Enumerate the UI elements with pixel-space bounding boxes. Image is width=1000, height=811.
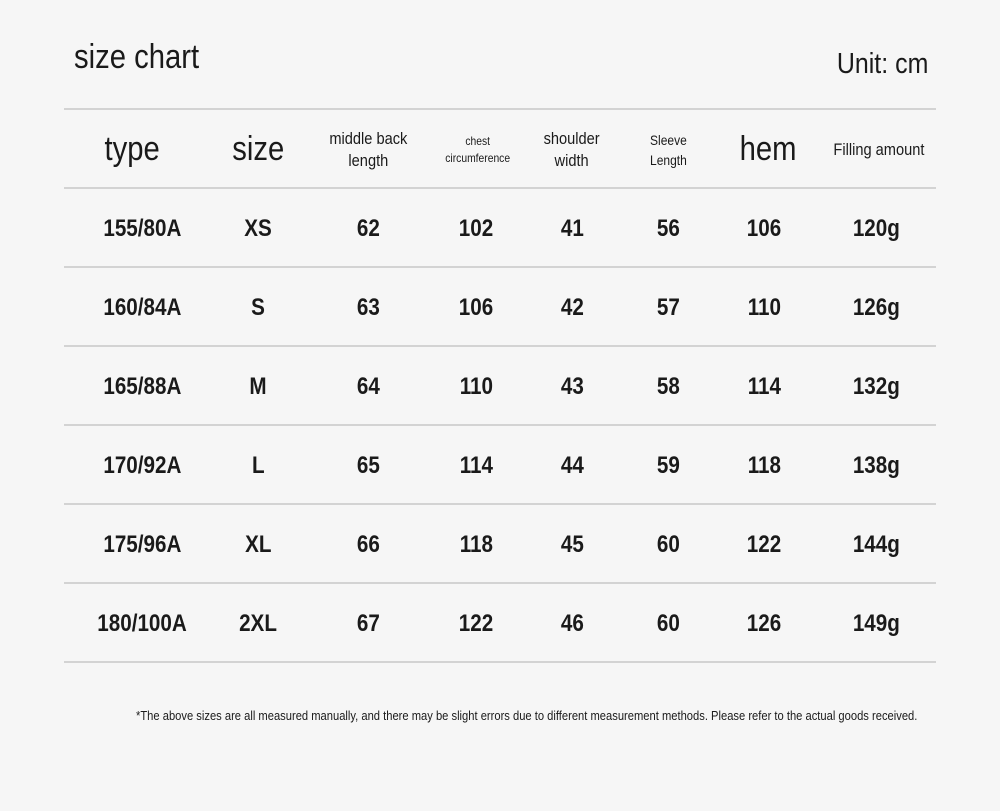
cell-value: 57	[656, 293, 680, 321]
header-chest-circumference-label: chest circumference	[445, 133, 511, 165]
cell-sleeve-length	[618, 268, 718, 347]
cell-middle-back-length	[318, 347, 418, 426]
cell-type	[82, 584, 202, 663]
cell-value: 102	[458, 214, 494, 242]
cell-value: XL	[244, 530, 272, 558]
cell-value: 122	[458, 609, 494, 637]
cell-type	[82, 426, 202, 505]
cell-value: M	[249, 372, 267, 400]
cell-filling-amount	[826, 505, 926, 584]
cell-size	[208, 584, 308, 663]
cell-filling-amount	[826, 189, 926, 268]
cell-value: 118	[459, 530, 493, 558]
cell-type	[82, 268, 202, 347]
cell-middle-back-length	[318, 426, 418, 505]
cell-size	[208, 426, 308, 505]
cell-value: 122	[746, 530, 782, 558]
cell-shoulder-width	[522, 347, 622, 426]
cell-value: 41	[560, 214, 584, 242]
cell-value: 160/84A	[102, 293, 182, 321]
cell-chest-circumference	[426, 505, 526, 584]
header-hem-label: hem	[739, 130, 797, 168]
cell-hem	[714, 189, 814, 268]
cell-value: 46	[560, 609, 584, 637]
table-header-row	[64, 110, 936, 189]
cell-type	[82, 347, 202, 426]
cell-value: 114	[747, 372, 781, 400]
cell-value: 149g	[852, 609, 900, 637]
cell-middle-back-length	[318, 189, 418, 268]
cell-size	[208, 189, 308, 268]
cell-value: 60	[656, 609, 680, 637]
cell-value: 114	[459, 451, 493, 479]
cell-type	[82, 505, 202, 584]
header-size	[208, 110, 308, 189]
cell-value: XS	[244, 214, 272, 242]
cell-shoulder-width	[522, 189, 622, 268]
cell-value: 132g	[852, 372, 900, 400]
cell-value: 42	[560, 293, 584, 321]
cell-value: 120g	[852, 214, 900, 242]
cell-filling-amount	[826, 426, 926, 505]
cell-value: 43	[560, 372, 584, 400]
table-row	[64, 584, 936, 663]
cell-hem	[714, 268, 814, 347]
table-row	[64, 347, 936, 426]
footnote: *The above sizes are all measured manually, and there may be slight errors due to different measurement methods. Please refer to the actual goods received.	[136, 708, 918, 723]
cell-hem	[714, 347, 814, 426]
table-divider	[64, 661, 936, 663]
header-filling-amount	[824, 110, 934, 189]
cell-value: 63	[356, 293, 380, 321]
header-shoulder-width	[528, 110, 616, 189]
cell-middle-back-length	[318, 584, 418, 663]
cell-value: 126	[746, 609, 782, 637]
cell-shoulder-width	[522, 268, 622, 347]
header-middle-back-length	[308, 110, 428, 189]
cell-filling-amount	[826, 268, 926, 347]
cell-sleeve-length	[618, 189, 718, 268]
cell-value: 56	[656, 214, 680, 242]
cell-sleeve-length	[618, 505, 718, 584]
cell-value: 106	[746, 214, 782, 242]
cell-sleeve-length	[618, 584, 718, 663]
unit-label: Unit: cm	[836, 48, 928, 80]
cell-value: 180/100A	[97, 609, 187, 637]
cell-value: 170/92A	[102, 451, 182, 479]
cell-shoulder-width	[522, 584, 622, 663]
header-type-label: type	[104, 130, 160, 168]
cell-value: 67	[356, 609, 380, 637]
cell-value: 62	[356, 214, 380, 242]
cell-filling-amount	[826, 347, 926, 426]
table-row	[64, 268, 936, 347]
table-row	[64, 505, 936, 584]
cell-value: 44	[560, 451, 584, 479]
cell-value: S	[251, 293, 265, 321]
cell-value: 110	[459, 372, 493, 400]
cell-value: 59	[656, 451, 680, 479]
cell-value: 60	[656, 530, 680, 558]
cell-value: 64	[356, 372, 380, 400]
cell-value: 118	[747, 451, 781, 479]
cell-hem	[714, 584, 814, 663]
cell-sleeve-length	[618, 426, 718, 505]
table-row	[64, 426, 936, 505]
header-sleeve-length-label: Sleeve Length	[649, 131, 687, 168]
cell-value: 110	[747, 293, 781, 321]
cell-value: 144g	[852, 530, 900, 558]
cell-value: 165/88A	[102, 372, 182, 400]
cell-value: 155/80A	[102, 214, 182, 242]
table-row	[64, 189, 936, 268]
cell-value: 66	[356, 530, 380, 558]
cell-shoulder-width	[522, 505, 622, 584]
cell-chest-circumference	[426, 189, 526, 268]
cell-chest-circumference	[426, 268, 526, 347]
cell-value: L	[251, 451, 265, 479]
cell-value: 126g	[852, 293, 900, 321]
cell-middle-back-length	[318, 268, 418, 347]
page-title: size chart	[74, 38, 200, 76]
cell-size	[208, 268, 308, 347]
cell-chest-circumference	[426, 347, 526, 426]
header-filling-amount-label: Filling amount	[833, 139, 925, 159]
cell-hem	[714, 505, 814, 584]
cell-sleeve-length	[618, 347, 718, 426]
header-size-label: size	[231, 130, 285, 168]
cell-value: 175/96A	[102, 530, 182, 558]
cell-value: 58	[656, 372, 680, 400]
cell-filling-amount	[826, 584, 926, 663]
cell-value: 45	[560, 530, 584, 558]
cell-type	[82, 189, 202, 268]
header-type	[82, 110, 182, 189]
cell-shoulder-width	[522, 426, 622, 505]
cell-middle-back-length	[318, 505, 418, 584]
cell-value: 106	[458, 293, 494, 321]
cell-value: 138g	[852, 451, 900, 479]
cell-chest-circumference	[426, 584, 526, 663]
header-sleeve-length	[624, 110, 712, 189]
header-middle-back-length-label: middle back length	[328, 128, 408, 170]
cell-size	[208, 347, 308, 426]
header-chest-circumference	[428, 110, 528, 189]
cell-value: 2XL	[239, 609, 277, 637]
cell-value: 65	[356, 451, 380, 479]
header-hem	[718, 110, 818, 189]
header-shoulder-width-label: shoulder width	[543, 128, 601, 170]
cell-size	[208, 505, 308, 584]
cell-chest-circumference	[426, 426, 526, 505]
cell-hem	[714, 426, 814, 505]
